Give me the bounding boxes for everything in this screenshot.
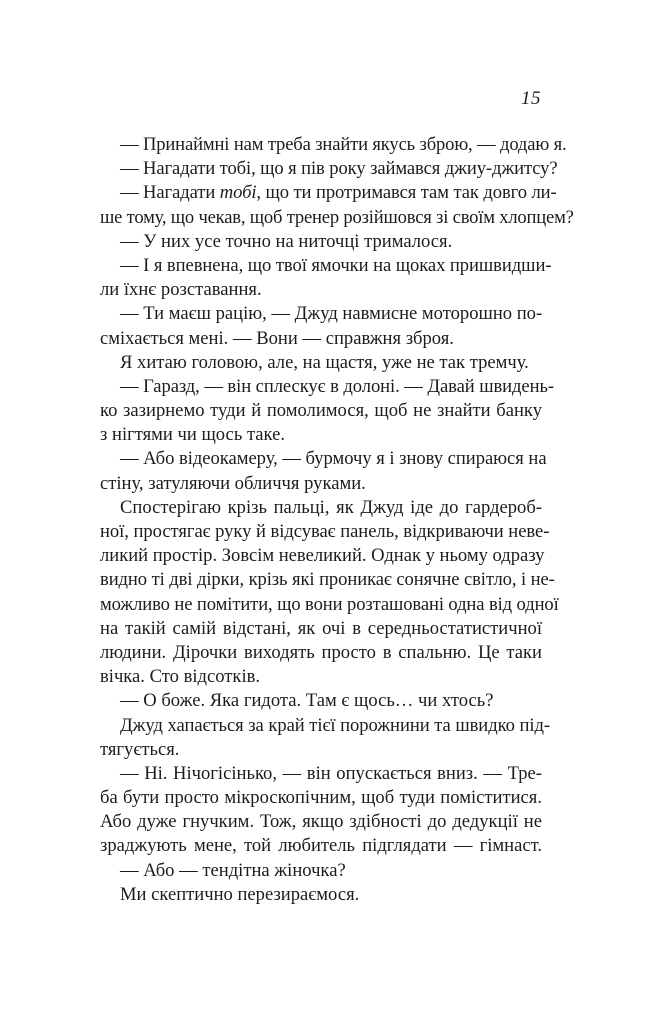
text-line: ли їхнє розставання. [100, 279, 262, 301]
text-line: Джуд хапається за край тієї порожнини та швидко під- [120, 714, 551, 736]
text-line: — Ти маєш рацію, — Джуд навмисне моторошно по- [120, 303, 543, 325]
text-line: — Ні. Нічогісінько, — він опускається вниз. — Тре- [120, 762, 542, 784]
text-line: Або дуже гнучким. Тож, якщо здібності до дедукції не [100, 811, 542, 833]
text-line [100, 181, 557, 205]
text-line: з нігтями чи щось таке. [100, 424, 286, 446]
page-number: 15 [521, 88, 541, 109]
text-line: — У них усе точно на ниточці трималося. [120, 230, 453, 252]
text-line: ної, простягає руку й відсуває панель, відкриваючи неве- [100, 521, 550, 542]
text-line: людини. Дірочки виходять просто в спальню. Це таки [100, 641, 542, 663]
text-line: видно ті дві дірки, крізь які проникає сонячне світло, і не- [100, 569, 555, 591]
text-line: ше тому, що чекав, щоб тренер розійшовся зі своїм хлопцем? [100, 206, 574, 228]
text-line: — І я впевнена, що твої ямочки на щоках пришвидши- [120, 254, 552, 276]
text-line: ко зазирнемо туди й помолимося, щоб не знайти банку [100, 400, 542, 422]
text-line: — Або — тендітна жіночка? [120, 859, 346, 881]
text-line: — Принаймні нам треба знайти якусь зброю, — додаю я. [120, 134, 567, 155]
text-line: вічка. Сто відсотків. [100, 666, 261, 688]
text-line: стіну, затуляючи обличчя руками. [100, 472, 366, 494]
text-line: ба бути просто мікроскопічним, щоб туди поміститися. [100, 787, 542, 809]
text-line: ликий простір. Зовсім невеликий. Однак у ньому одразу [100, 545, 545, 567]
body-text [100, 133, 574, 907]
text-line: — Гаразд, — він сплескує в долоні. — Давай швидень- [120, 375, 554, 397]
text-fragment: — Нагадати [120, 182, 220, 204]
text-line: можливо не помітити, що вони розташовані одна від одної [100, 593, 559, 615]
text-line: — Або відеокамеру, — бурмочу я і знову спираюся на [120, 448, 547, 470]
text-line: зраджують мене, той любитель підглядати — гімнаст. [100, 835, 542, 857]
text-line: — О боже. Яка гидота. Там є щось… чи хтось? [120, 690, 494, 712]
text-line: тягується. [100, 738, 180, 760]
text-line: сміхається мені. — Вони — справжня зброя. [100, 327, 454, 349]
text-line: на такій самій відстані, як очі в середньостатистичної [100, 617, 542, 639]
text-line: Ми скептично перезираємося. [120, 883, 360, 905]
italic-emphasis: тобі [219, 182, 257, 204]
text-line: Спостерігаю крізь пальці, як Джуд іде до гардероб- [120, 496, 542, 518]
text-line: Я хитаю головою, але, на щастя, уже не так тремчу. [120, 351, 529, 373]
text-fragment: , що ти протримався там так довго ли- [256, 182, 557, 204]
text-line: — Нагадати тобі, що я пів року займався джиу-джитсу? [120, 158, 558, 180]
